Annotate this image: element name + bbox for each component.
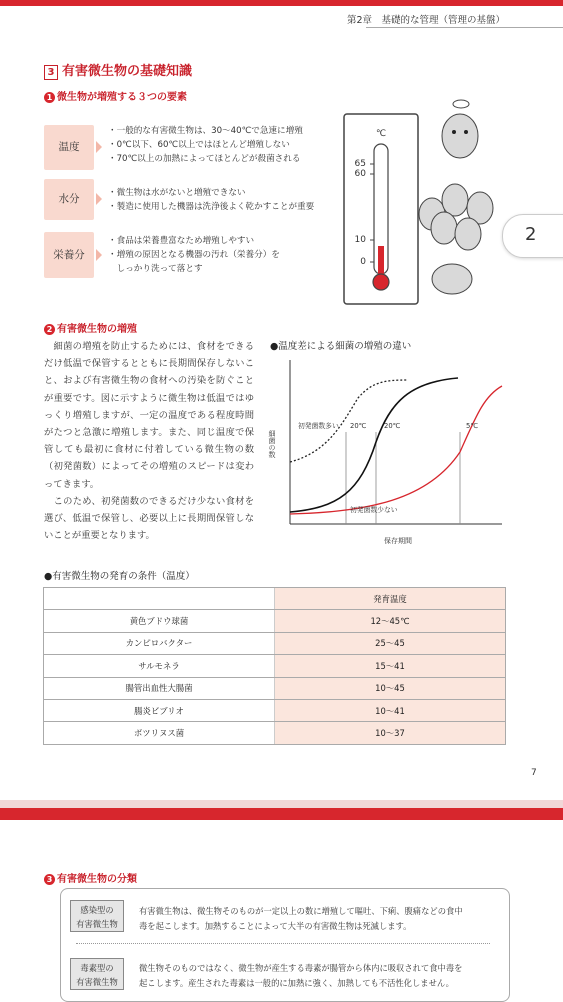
growth-temp: 12〜45℃	[275, 610, 506, 632]
tick-label: 65	[354, 159, 366, 169]
subheading-text: 微生物が増殖する３つの要素	[57, 92, 187, 103]
table-row	[44, 722, 506, 744]
factor-bullets-nutrient	[108, 234, 280, 276]
subheading-3	[44, 870, 137, 885]
section-title-text: 有害微生物の基礎知識	[62, 64, 193, 79]
class-label-line: 感染型の	[80, 905, 114, 915]
class-desc-line: 微生物そのものではなく、微生物が産生する毒素が腸管から体内に吸収されて食中毒を	[139, 963, 463, 973]
bullet: ・0℃以下、60℃以上ではほとんど増殖しない	[108, 140, 290, 150]
chapter-tab[interactable]	[502, 214, 563, 258]
table-header-cell	[44, 588, 275, 610]
growth-chart	[268, 352, 518, 552]
class-label-line: 有害微生物	[76, 977, 118, 987]
tick-label: 0	[360, 257, 366, 267]
arrow-icon	[96, 249, 102, 261]
microbe-name: サルモネラ	[44, 655, 275, 677]
class-label-line: 有害微生物	[76, 919, 118, 929]
table-title: ●有害微生物の発育の条件（温度）	[44, 571, 195, 582]
annotation: 20℃	[350, 422, 367, 430]
microbe-name: ボツリヌス菌	[44, 722, 275, 744]
arrow-icon	[96, 141, 102, 153]
microbe-name: 腸炎ビブリオ	[44, 699, 275, 721]
arrow-icon	[96, 193, 102, 205]
chapter-tab-number: 2	[525, 224, 537, 245]
table-header-row	[44, 588, 506, 610]
subheading-2	[44, 320, 137, 335]
microbe-name: 腸管出血性大腸菌	[44, 677, 275, 699]
subheading-1	[44, 88, 187, 103]
tick-label: 10	[354, 235, 366, 245]
thermometer-icon	[344, 114, 418, 304]
microbe-name: カンピロバクター	[44, 632, 275, 654]
subheading-number: 1	[44, 92, 55, 103]
bullet: ・製造に使用した機器は洗浄後よく乾かすことが重要	[108, 202, 315, 212]
subheading-text: 有害微生物の分類	[57, 874, 137, 885]
series-line-20c	[290, 378, 458, 512]
bullet: ・70℃以上の加熱によってほとんどが殺菌される	[108, 154, 301, 164]
header-rule	[366, 27, 563, 28]
y-axis-label: 細菌の数	[268, 430, 276, 458]
class-desc-infection	[139, 904, 491, 934]
x-axis-label: 保存期間	[384, 537, 412, 545]
factor-label-nutrient: 栄養分	[44, 232, 94, 278]
microbe-name: 黄色ブドウ球菌	[44, 610, 275, 632]
growth-temp: 10〜45	[275, 677, 506, 699]
page-break-band	[0, 800, 563, 808]
body-paragraph: 細菌の増殖を防止するためには、食材をできるだけ低温で保管するとともに長期間保存しないこと、および有害微生物の食材への汚染を防ぐことが重要です。図に示すように微生物は低温ではゆっくり増殖しますが、一定の温度である程度時間がたつと急激に増殖します。また、同じ温度で保管しても最初に食材に付着している微生物の数（初発菌数）によってその増殖のスピードは変わってきます。 このため、初発菌数のできるだけ少ない食材を選び、低温で保管し、必要以上に長期間保管しないことが重要となります。	[44, 341, 254, 542]
growth-temperature-table	[43, 587, 506, 745]
annotation: 初発菌数多い	[298, 422, 339, 430]
top-red-bar	[0, 0, 563, 6]
subheading-text: 有害微生物の増殖	[57, 324, 137, 335]
chart-title: ●温度差による細菌の増殖の違い	[270, 341, 412, 352]
bullet: ・増殖の原因となる機器の汚れ（栄養分）を	[108, 250, 280, 260]
section-title	[44, 60, 192, 80]
subheading-number: 3	[44, 874, 55, 885]
section-number: 3	[44, 65, 58, 80]
annotation: 5℃	[466, 422, 478, 430]
factor-bullets-temperature	[108, 124, 303, 166]
subheading-number: 2	[44, 324, 55, 335]
class-desc-toxin	[139, 961, 491, 991]
class-label-line: 毒素型の	[80, 963, 114, 973]
table-row	[44, 677, 506, 699]
table-row	[44, 632, 506, 654]
table-row	[44, 655, 506, 677]
series-line-dotted	[290, 380, 408, 462]
growth-temp: 10〜41	[275, 699, 506, 721]
table-header-cell: 発育温度	[275, 588, 506, 610]
thermometer-unit: ℃	[375, 129, 387, 139]
table-row	[44, 699, 506, 721]
tick-label: 60	[354, 169, 366, 179]
table-row	[44, 610, 506, 632]
growth-temp: 10〜37	[275, 722, 506, 744]
growth-temp: 15〜41	[275, 655, 506, 677]
class-desc-line: 有害微生物は、微生物そのものが一定以上の数に増殖して嘔吐、下痢、腹痛などの食中	[139, 906, 463, 916]
factor-bullets-water	[108, 186, 314, 214]
factor-label-water: 水分	[44, 179, 94, 220]
page-break-band	[0, 808, 563, 820]
class-desc-line: 毒を起こします。加熱することによって大半の有害微生物は死滅します。	[139, 921, 412, 931]
class-label-toxin	[70, 958, 124, 990]
class-desc-line: 起こします。産生された毒素は一般的に加熱に強く、加熱しても不活性化しません。	[139, 978, 454, 988]
bullet: ・食品は栄養豊富なため増殖しやすい	[108, 236, 255, 246]
bullet: ・一般的な有害微生物は、30〜40℃で急速に増殖	[108, 126, 303, 136]
factor-label-temperature: 温度	[44, 125, 94, 170]
class-label-infection	[70, 900, 124, 932]
bullet: しっかり洗って落とす	[108, 264, 203, 274]
chapter-header: 第2章 基礎的な管理（管理の基盤）	[346, 15, 505, 26]
page-number: 7	[531, 768, 537, 778]
annotation: 初発菌数少ない	[350, 506, 398, 514]
annotation: 20℃	[384, 422, 401, 430]
growth-temp: 25〜45	[275, 632, 506, 654]
bullet: ・微生物は水がないと増殖できない	[108, 188, 246, 198]
dotted-divider	[76, 943, 490, 944]
thermometer-microbe-illustration	[340, 96, 510, 316]
microbe-characters	[419, 100, 493, 294]
